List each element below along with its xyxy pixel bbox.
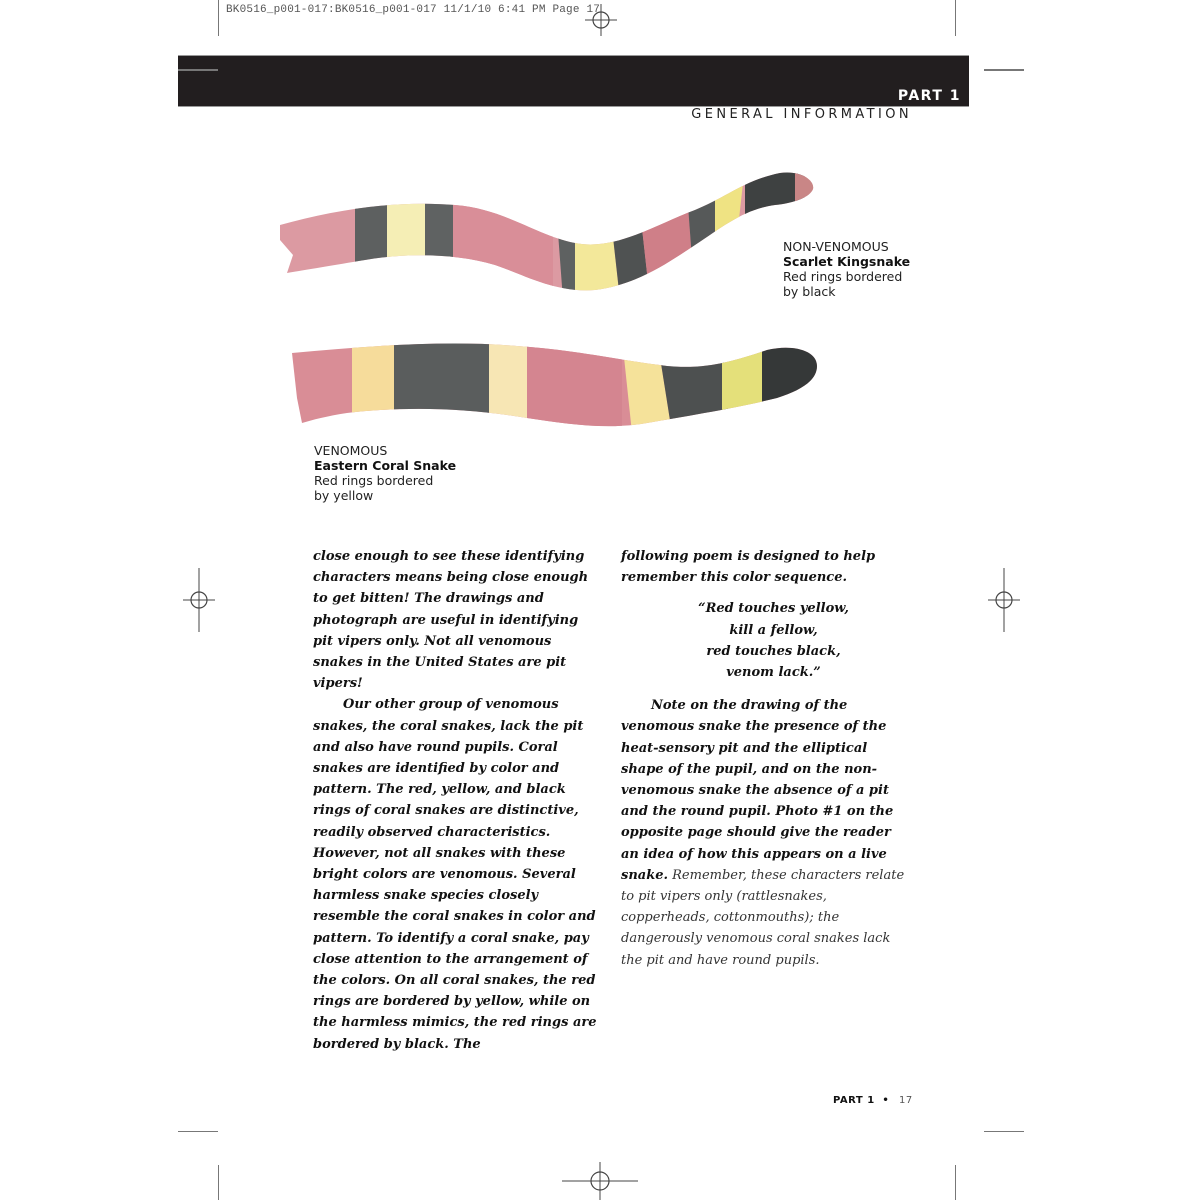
page-folio — [833, 1095, 913, 1106]
body-paragraph: following poem is designed to help remember this color sequence. — [621, 549, 876, 586]
part-label: PART 1 — [897, 88, 961, 104]
registration-mark-icon — [585, 4, 617, 36]
caption-desc: Red rings bordered — [783, 269, 903, 284]
body-text-light: Remember, these characters relate to pit vipers only (rattlesnakes, copperheads, cottonmouths); the dangerously venomous coral snakes lack the pit and have round pupils. — [621, 867, 905, 968]
mnemonic-poem — [621, 598, 906, 683]
crop-mark — [178, 1131, 218, 1132]
poem-line: red touches black, — [706, 643, 841, 659]
footer-part-label: PART 1 — [833, 1095, 875, 1106]
body-paragraph: Our other group of venomous snakes, the coral snakes, lack the pit and also have round pupils. Coral snakes are identified by color and pattern. The red, yellow, and black rings of coral snakes are distinctive, readily observed characteristics. However, not all snakes with these bright colors are venomous. Several harmless snake species closely resemble the coral snakes in color and pattern. To identify a coral snake, pay close attention to the arrangement of the colors. On all coral snakes, the red rings are bordered by yellow, while on the harmless mimics, the red rings are bordered by black. The — [313, 697, 597, 1052]
classification-label: NON-VENOMOUS — [783, 239, 889, 254]
caption-desc: by yellow — [314, 488, 374, 503]
page-number: 17 — [898, 1095, 913, 1106]
figure-caption-eastern-coral-snake — [314, 443, 456, 503]
species-name: Eastern Coral Snake — [314, 458, 457, 473]
classification-label: VENOMOUS — [314, 443, 388, 458]
crop-mark — [984, 69, 1024, 71]
printer-slug-line: BK0516_p001-017:BK0516_p001-017 11/1/10 6:41 PM Page 17 — [226, 4, 601, 16]
body-paragraph: close enough to see these identifying characters means being close enough to get bitten! The drawings and photograph are useful in identifying pit vipers only. Not all venomous snakes in the United States are pit vipers! — [313, 549, 589, 692]
body-paragraph — [621, 695, 906, 971]
species-name: Scarlet Kingsnake — [783, 254, 911, 269]
caption-desc: Red rings bordered — [314, 473, 434, 488]
body-column-left — [313, 546, 598, 1055]
eastern-coral-snake-illustration — [287, 338, 822, 433]
registration-mark-icon — [988, 568, 1020, 632]
registration-mark-icon — [562, 1162, 638, 1200]
registration-mark-icon — [183, 568, 215, 632]
crop-mark — [178, 69, 218, 71]
poem-line: venom lack.” — [726, 665, 821, 681]
scarlet-kingsnake-illustration — [275, 165, 820, 300]
body-text-bold: Note on the drawing of the venomous snake the presence of the heat-sensory pit and the elliptical shape of the pupil, and on the non-venomous snake the absence of a pit and the round pupil. Photo #1 on the opposite page should give the reader an idea of how this appears on a live snake. — [621, 698, 894, 883]
section-title: GENERAL INFORMATION — [691, 107, 912, 122]
crop-mark — [218, 0, 219, 36]
caption-desc: by black — [783, 284, 836, 299]
part-header-banner — [178, 55, 969, 107]
poem-line: kill a fellow, — [729, 622, 818, 638]
crop-mark — [955, 0, 956, 36]
body-column-right — [621, 546, 906, 971]
figure-caption-scarlet-kingsnake — [783, 239, 910, 299]
crop-mark — [218, 1165, 219, 1200]
footer-bullet: • — [882, 1095, 890, 1106]
poem-line: “Red touches yellow, — [698, 601, 849, 617]
crop-mark — [984, 1131, 1024, 1132]
crop-mark — [955, 1165, 956, 1200]
